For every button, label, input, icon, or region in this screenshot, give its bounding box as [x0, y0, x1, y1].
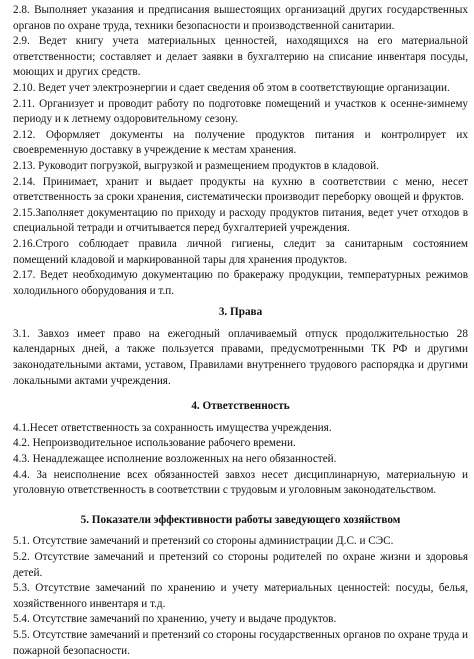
section-4-heading: 4. Ответственность — [191, 400, 290, 413]
section-4-list — [13, 421, 468, 499]
spacer — [13, 499, 468, 513]
paragraph-4-1: 4.1.Несет ответственность за сохранность имущества учреждения. — [13, 421, 332, 434]
paragraph-2-11: 2.11. Организует и проводит работу по подготовке помещений и участков к осенне-зимнему периоду и к летнему оздоровительному сезону. — [13, 97, 468, 126]
paragraph-2-16: 2.16.Строго соблюдает правила личной гигиены, следит за санитарным состоянием помещений кладовой и маркированной тары для хранения продуктов. — [13, 237, 468, 266]
section-3-heading: 3. Права — [218, 306, 263, 319]
paragraph-2-14: 2.14. Принимает, хранит и выдает продукты на кухню в соответствии с меню, несет ответственность за сроки хранения, систематически производит переборку овощей и фруктов. — [13, 175, 468, 204]
paragraph-2-15: 2.15.Заполняет документацию по приходу и расходу продуктов питания, ведет учет отходов в специальной тетради и отчитывается перед бухгалтерией учреждения. — [13, 206, 468, 235]
section-5-list — [13, 534, 468, 659]
paragraph-4-3: 4.3. Ненадлежащее исполнение возложенных на него обязанностей. — [13, 453, 337, 466]
paragraph-5-1: 5.1. Отсутствие замечаний и претензий со стороны администрации Д.С. и СЭС. — [13, 535, 394, 548]
paragraph-2-13: 2.13. Руководит погрузкой, выгрузкой и размещением продуктов в кладовой. — [13, 159, 379, 172]
paragraph-4-2: 4.2. Непроизводительное использование рабочего времени. — [13, 437, 296, 450]
paragraph-2-12: 2.12. Оформляет документы на получение продуктов питания и контролирует их своевременную доставку в учреждение к местам хранения. — [13, 128, 468, 157]
section-2-list — [13, 3, 468, 299]
section-5-heading: 5. Показатели эффективности работы заведующего хозяйством — [80, 513, 401, 526]
paragraph-2-17: 2.17. Ведет необходимую документацию по бракеражу продукции, температурных режимов холодильного оборудования и т.п. — [13, 269, 468, 297]
paragraph-5-4: 5.4. Отсутствие замечаний по хранению, учету и выдаче продуктов. — [13, 613, 337, 626]
paragraph-5-3: 5.3. Отсутствие замечаний по хранению и учету материальных ценностей: посуды, белья, хозяйственного инвентаря и т.д. — [13, 582, 468, 610]
paragraph-2-8: 2.8. Выполняет указания и предписания вышестоящих организаций других государственных органов по охране труда, техники безопасности и производственной санитарии. — [13, 4, 468, 32]
section-3-list — [13, 327, 468, 389]
paragraph-3-1: 3.1. Завхоз имеет право на ежегодный оплачиваемый отпуск продолжительностью 28 календарных дней, а также пользуется правами, предусмотренными ТК РФ и другими законодательными актами, уставом, Правилами внутреннего трудового распорядка и другими локальными актами учреждения. — [13, 327, 468, 387]
paragraph-2-10: 2.10. Ведет учет электроэнергии и сдает сведения об этом в соответствующие организации. — [13, 81, 450, 94]
paragraph-5-2: 5.2. Отсутствие замечаний и претензий со стороны родителей по охране жизни и здоровья детей. — [13, 551, 468, 579]
paragraph-2-9: 2.9. Ведет книгу учета материальных ценностей, находящихся на его материальной ответственности; составляет и делает заявки в бухгалтерию на списание инвентаря посуды, моющих и других средств. — [13, 35, 468, 79]
paragraph-5-5: 5.5. Отсутствие замечаний и претензий со стороны государственных органов по охране труда и пожарной безопасности. — [13, 628, 468, 657]
spacer — [13, 389, 468, 399]
paragraph-4-4: 4.4. За неисполнение всех обязанностей завхоз несет дисциплинарную, материальную и уголовную ответственность в соответствии с трудовым и уголовным законодательством. — [13, 468, 468, 497]
